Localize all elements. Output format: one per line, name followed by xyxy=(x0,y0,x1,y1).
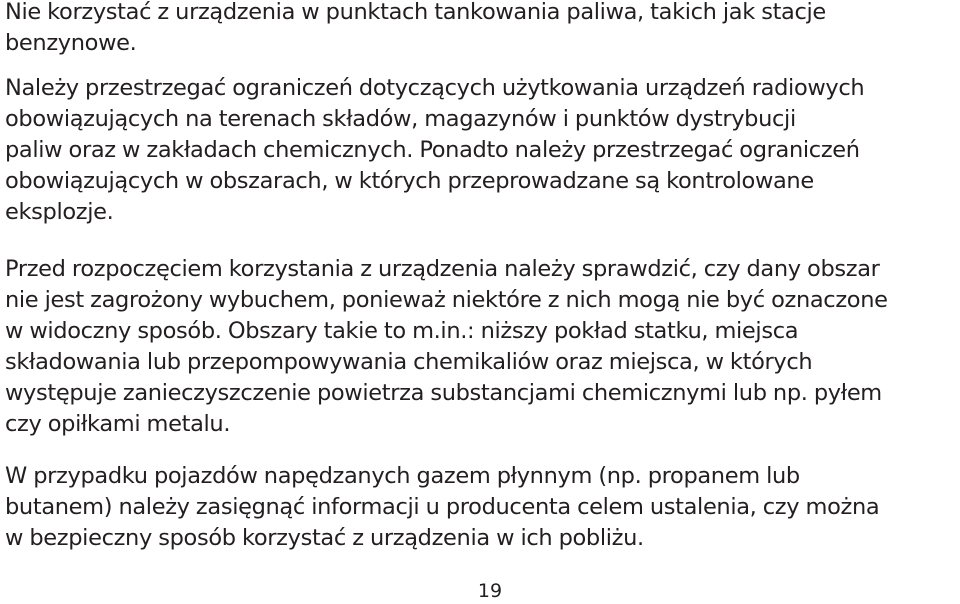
page-number: 19 xyxy=(477,580,503,602)
paragraph-lpg-vehicles: W przypadku pojazdów napędzanych gazem płynnym (np. propanem lub butanem) należy zasięgnąć informacji u producenta celem ustalenia, czy można w bezpieczny sposób korzystać z urządzenia w ich pobliżu. xyxy=(5,463,880,551)
paragraph-radio-restrictions: Należy przestrzegać ograniczeń dotyczących użytkowania urządzeń radiowych obowiązujących na terenach składów, magazynów i punktów dystrybucji paliw oraz w zakładach chemicznych. Ponadto należy przestrzegać ograniczeń obowiązujących w obszarach, w których przeprowadzane są kontrolowane eksplozje. xyxy=(5,75,865,225)
paragraph-fuel-stations: Nie korzystać z urządzenia w punktach tankowania paliwa, takich jak stacje benzynowe. xyxy=(5,0,826,56)
document-page xyxy=(5,0,955,604)
paragraph-explosive-areas: Przed rozpoczęciem korzystania z urządzenia należy sprawdzić, czy dany obszar nie jest zagrożony wybuchem, ponieważ niektóre z nich mogą nie być oznaczone w widoczny sposób. Obszary takie to m.in.: niższy pokład statku, miejsca składowania lub przepompowywania chemikaliów oraz miejsca, w których występuje zanieczyszczenie powietrza substancjami chemicznymi lub np. pyłem czy opiłkami metalu. xyxy=(5,256,888,437)
